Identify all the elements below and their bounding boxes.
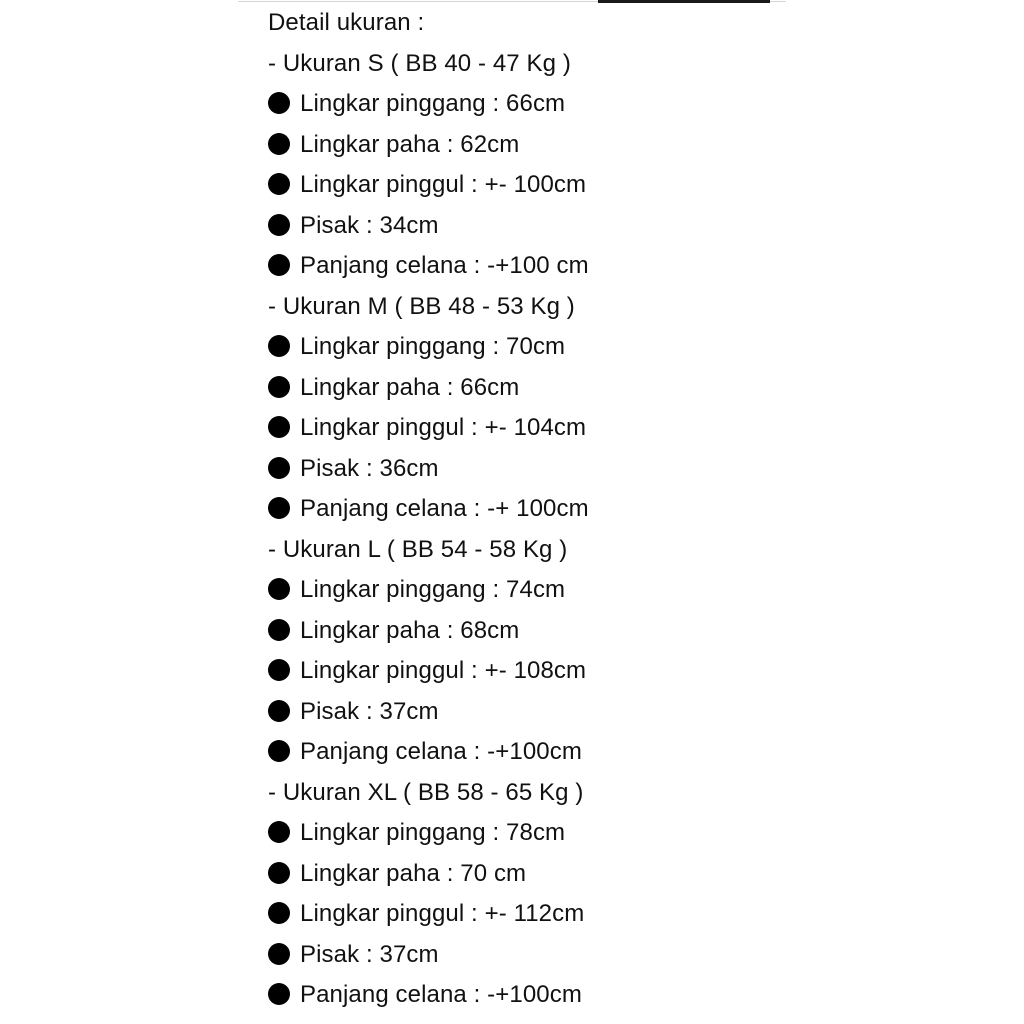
size-title: - Ukuran M ( BB 48 - 53 Kg ) [268,292,575,320]
list-item [268,732,788,773]
bullet-icon [268,457,290,479]
measurement-text: Lingkar pinggang : 66cm [300,90,566,117]
measurement-text: Lingkar pinggang : 70cm [300,333,566,360]
list-item [268,651,788,692]
list-item [268,165,788,206]
measurement-text: Lingkar pinggul : +- 100cm [300,171,587,198]
list-item [268,327,788,368]
bullet-icon [268,173,290,195]
measurement-text: Lingkar paha : 62cm [300,130,520,158]
list-item [268,84,788,125]
list-item [268,449,788,490]
list-item [268,611,788,652]
measurement-text: Lingkar paha : 70 cm [300,859,527,887]
bullet-icon [268,254,290,276]
measurement-text: Pisak : 37cm [300,940,439,968]
bullet-icon [268,376,290,398]
bullet-icon [268,214,290,236]
list-item [268,489,788,530]
list-item [268,935,788,976]
list-item [268,408,788,449]
list-item [268,368,788,409]
measurement-text: Pisak : 36cm [300,454,439,482]
list-item [268,570,788,611]
bullet-icon [268,92,290,114]
size-title: - Ukuran S ( BB 40 - 47 Kg ) [268,49,571,77]
measurement-text: Lingkar pinggul : +- 104cm [300,414,587,441]
size-section-xl [268,773,788,1016]
bullet-icon [268,619,290,641]
measurement-text: Pisak : 34cm [300,211,439,239]
measurement-text: Lingkar paha : 68cm [300,616,520,644]
bullet-icon [268,902,290,924]
size-section-l [268,530,788,773]
bullet-icon [268,700,290,722]
size-title: - Ukuran XL ( BB 58 - 65 Kg ) [268,778,584,806]
list-item [268,125,788,166]
bullet-icon [268,497,290,519]
measurement-text: Panjang celana : -+100cm [300,981,582,1008]
measurement-text: Panjang celana : -+100cm [300,738,582,765]
list-item [268,894,788,935]
page-heading: Detail ukuran : [268,9,425,36]
list-item [268,975,788,1016]
measurement-text: Lingkar pinggul : +- 112cm [300,900,585,927]
bullet-icon [268,133,290,155]
bullet-icon [268,416,290,438]
bullet-icon [268,821,290,843]
bullet-icon [268,943,290,965]
list-item [268,854,788,895]
list-item [268,692,788,733]
bullet-icon [268,659,290,681]
list-item [268,206,788,247]
measurement-text: Panjang celana : -+ 100cm [300,495,589,522]
list-item [268,813,788,854]
size-section-s [268,44,788,287]
bullet-icon [268,740,290,762]
bullet-icon [268,983,290,1005]
size-title: - Ukuran L ( BB 54 - 58 Kg ) [268,535,568,563]
bullet-icon [268,578,290,600]
bullet-icon [268,335,290,357]
measurement-text: Pisak : 37cm [300,697,439,725]
list-item [268,246,788,287]
measurement-text: Lingkar pinggul : +- 108cm [300,657,587,684]
measurement-text: Lingkar paha : 66cm [300,373,520,401]
measurement-text: Lingkar pinggang : 74cm [300,576,566,603]
measurement-text: Lingkar pinggang : 78cm [300,819,566,846]
size-detail-document [268,3,788,1016]
size-section-m [268,287,788,530]
measurement-text: Panjang celana : -+100 cm [300,252,589,279]
bullet-icon [268,862,290,884]
